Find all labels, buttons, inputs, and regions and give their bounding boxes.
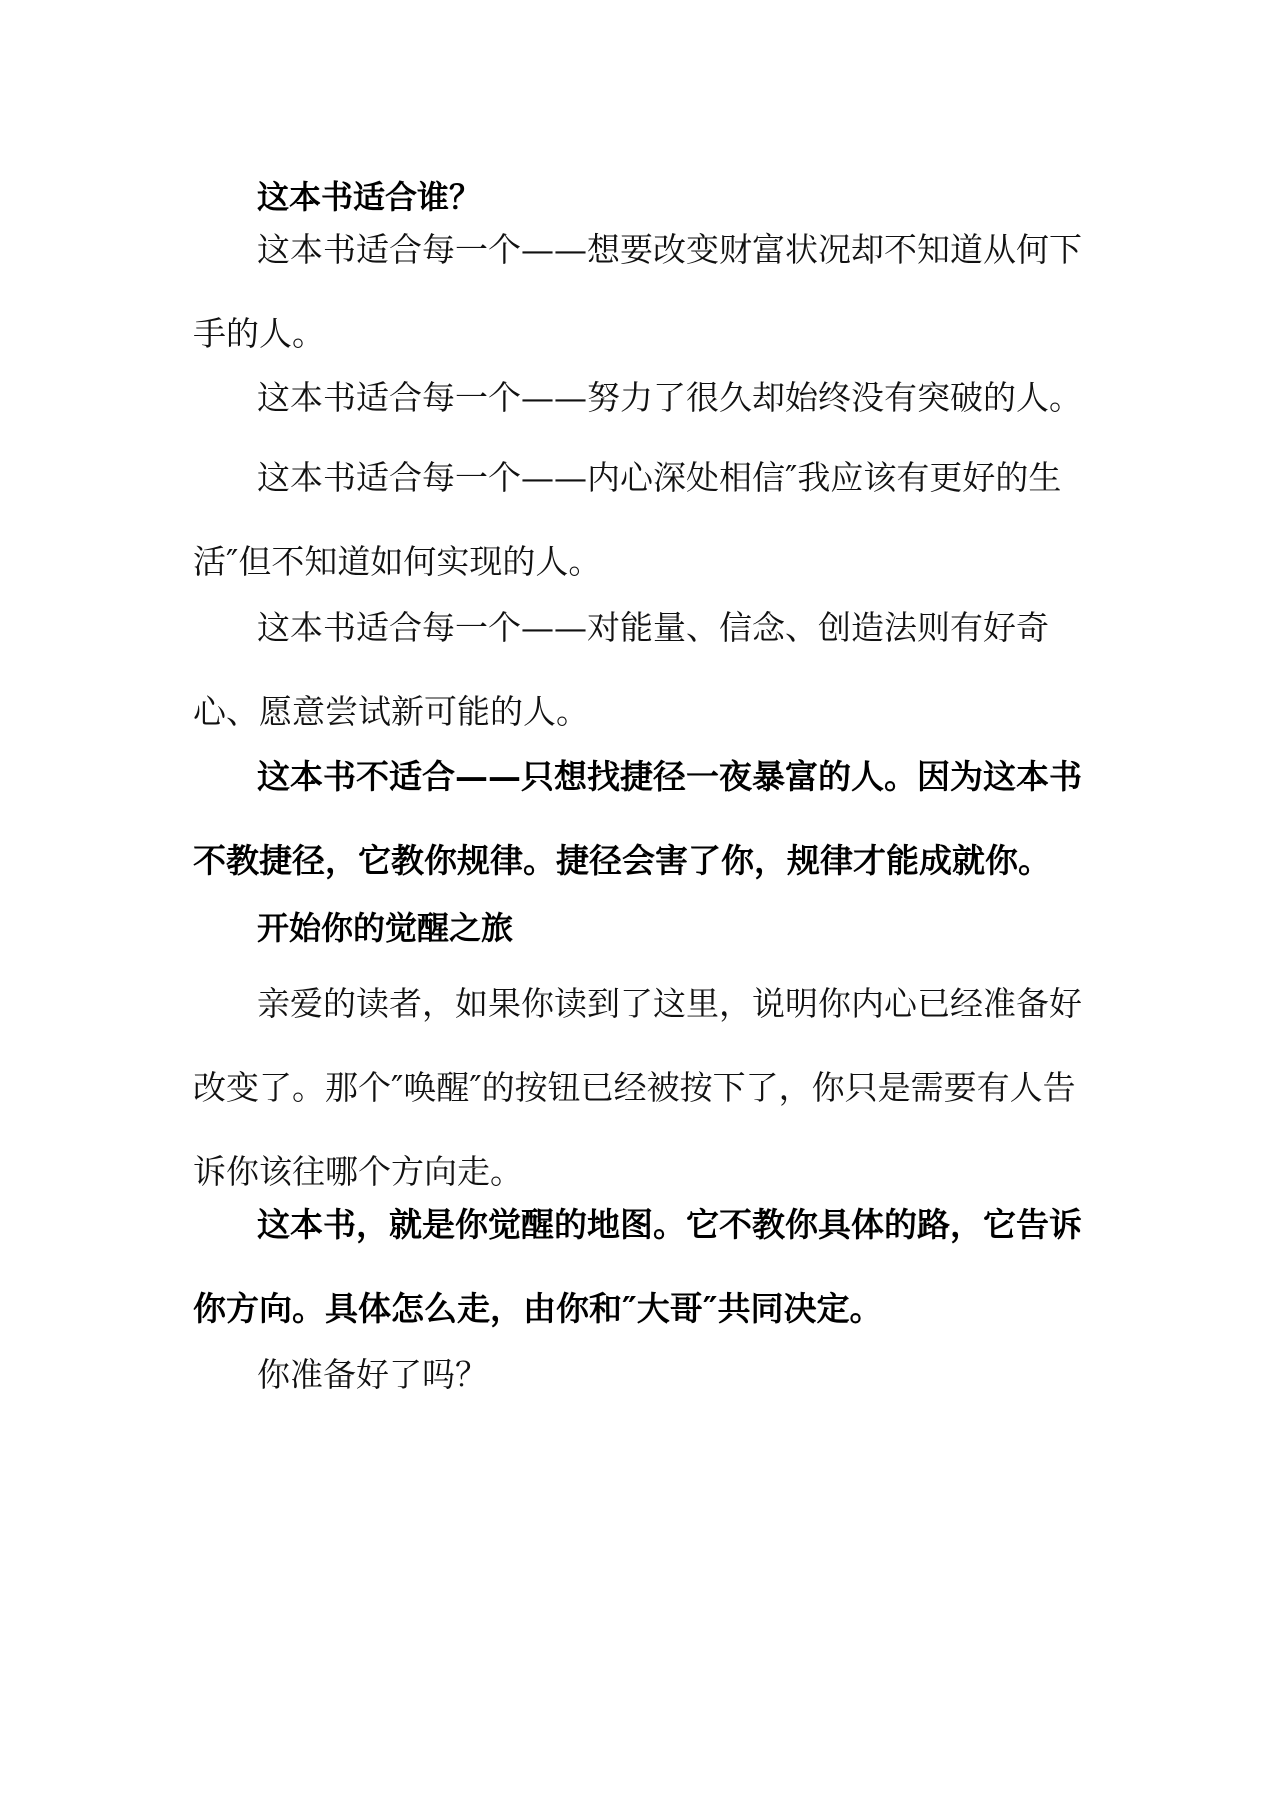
paragraph-for-wealth-change: 这本书适合每一个——想要改变财富状况却不知道从何下手的人。	[193, 230, 1082, 353]
section-heading-audience: 这本书适合谁？	[257, 178, 482, 216]
paragraph-for-better-life: 这本书适合每一个——内心深处相信″我应该有更好的生活″但不知道如何实现的人。	[193, 458, 1062, 581]
paragraph-not-suitable: 这本书不适合——只想找捷径一夜暴富的人。因为这本书不教捷径，它教你规律。捷径会害了你，规律才能成就你。	[193, 757, 1082, 880]
paragraph-are-you-ready: 你准备好了吗？	[257, 1355, 488, 1394]
paragraph-awakening-map: 这本书，就是你觉醒的地图。它不教你具体的路，它告诉你方向。具体怎么走，由你和″大哥″共同决定。	[193, 1205, 1082, 1328]
paragraph-for-no-breakthrough: 这本书适合每一个——努力了很久却始终没有突破的人。	[257, 378, 1082, 417]
paragraph-dear-reader: 亲爱的读者，如果你读到了这里，说明你内心已经准备好改变了。那个″唤醒″的按钮已经被按下了，你只是需要有人告诉你该往哪个方向走。	[193, 984, 1082, 1191]
paragraph-for-curious: 这本书适合每一个——对能量、信念、创造法则有好奇心、愿意尝试新可能的人。	[193, 608, 1049, 731]
section-heading-journey: 开始你的觉醒之旅	[257, 909, 514, 947]
